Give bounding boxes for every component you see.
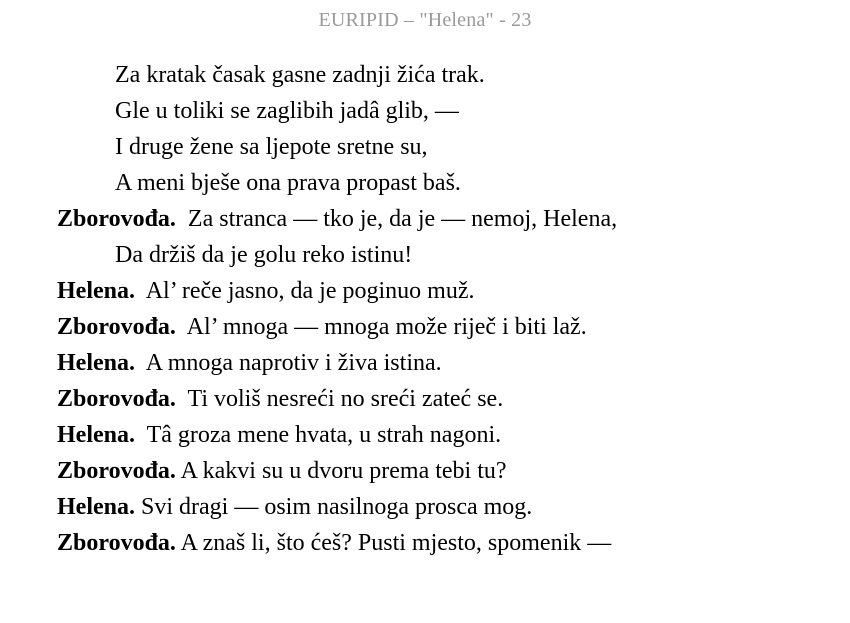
dialogue-line	[57, 453, 837, 489]
line-text: Za stranca — tko je, da je — nemoj, Helena,	[187, 206, 618, 232]
dialogue-line	[57, 417, 837, 453]
line-text: Ti voliš nesreći no sreći zateć se.	[187, 386, 504, 412]
line-text: A meni bješe ona prava propast baš.	[115, 170, 461, 196]
line-text: A mnoga naprotiv i živa istina.	[145, 350, 442, 376]
dialogue-line	[57, 489, 837, 525]
line-text: Da držiš da je golu reko istinu!	[115, 242, 413, 268]
verse-line	[57, 57, 837, 93]
speaker-name: Zborovođa.	[57, 386, 176, 412]
page-header: EURIPID – "Helena" - 23	[318, 9, 532, 31]
speaker-name: Zborovođa.	[57, 314, 176, 340]
dialogue-line	[57, 201, 837, 237]
line-text: Tâ groza mene hvata, u strah nagoni.	[146, 422, 502, 448]
speaker-name: Helena.	[57, 494, 135, 520]
line-text: Al’ reče jasno, da je poginuo muž.	[145, 278, 475, 304]
dialogue-line	[57, 525, 837, 561]
line-text: I druge žene sa ljepote sretne su,	[115, 134, 428, 160]
speaker-name: Helena.	[57, 350, 135, 376]
speaker-name: Zborovođa.	[57, 206, 176, 232]
line-text: Gle u toliki se zaglibih jadâ glib, —	[115, 98, 459, 124]
line-text: Za kratak časak gasne zadnji žića trak.	[115, 62, 485, 88]
line-text: Al’ mnoga — mnoga može riječ i biti laž.	[186, 314, 587, 340]
dialogue-line	[57, 309, 837, 345]
line-text: A znaš li, što ćeš? Pusti mjesto, spomenik —	[180, 530, 612, 556]
line-text: Svi dragi — osim nasilnoga prosca mog.	[141, 494, 533, 520]
dialogue-line	[57, 345, 837, 381]
dialogue-line	[57, 381, 837, 417]
dialogue-line	[57, 273, 837, 309]
speaker-name: Zborovođa.	[57, 458, 176, 484]
line-text: A kakvi su u dvoru prema tebi tu?	[180, 458, 507, 484]
verse-line	[57, 165, 837, 201]
verse-line	[57, 237, 837, 273]
speaker-name: Helena.	[57, 422, 135, 448]
speaker-name: Helena.	[57, 278, 135, 304]
verse-line	[57, 129, 837, 165]
verse-line	[57, 93, 837, 129]
speaker-name: Zborovođa.	[57, 530, 176, 556]
verse-text	[57, 57, 837, 561]
